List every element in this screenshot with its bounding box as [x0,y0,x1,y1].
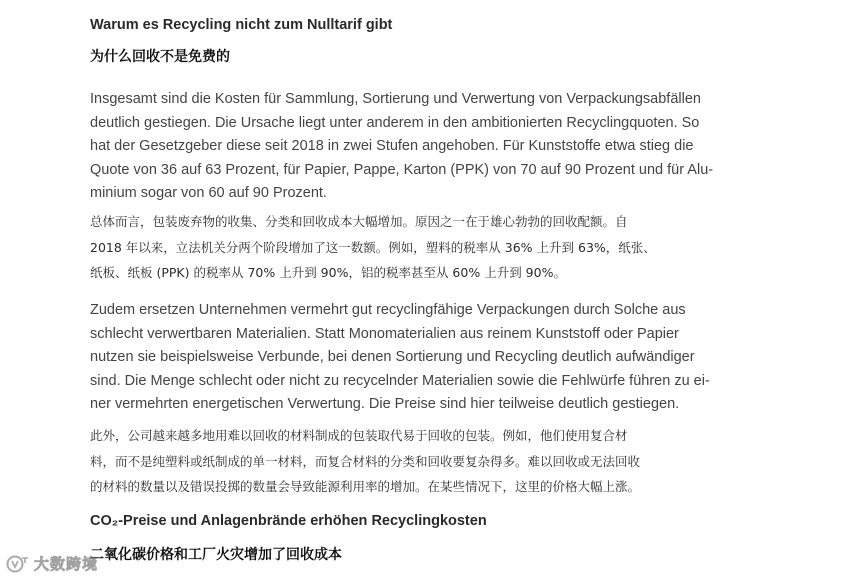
text-line: hat der Gesetzgeber diese seit 2018 in zwei Stufen angehoben. Für Kunststoffe etwa stieg die [90,138,694,154]
paragraph-zh-1 [90,209,755,286]
section-heading-de: Warum es Recycling nicht zum Nulltarif gibt [90,17,393,33]
section-heading-de: CO₂-Preise und Anlagenbrände erhöhen Recyclingkosten [90,513,487,529]
text-line: Zudem ersetzen Unternehmen vermehrt gut recyclingfähige Verpackungen durch Solche aus [90,302,686,318]
text-line: 料，而不是纯塑料或纸制成的单一材料，而复合材料的分类和回收要复杂得多。难以回收或无法回收 [90,453,641,469]
text-line: minium sogar von 60 auf 90 Prozent. [90,185,327,201]
text-line: Insgesamt sind die Kosten für Sammlung, Sortierung und Verwertung von Verpackungsabfällen [90,91,701,107]
text-line: ner vermehrten energetischen Verwertung. Die Preise sind hier teilweise deutlich gestiegen. [90,396,680,412]
dashuju-logo-icon [6,554,30,574]
text-line: deutlich gestiegen. Die Ursache liegt unter anderem in den ambitionierten Recyclingquoten. So [90,114,700,131]
text-line: 纸板、纸板 (PPK) 的税率从 70% 上升到 90%，铝的税率甚至从 60% 上升到 90%。 [90,265,566,280]
text-line: sind. Die Menge schlecht oder nicht zu recycelnder Materialien sowie die Fehlwürfe führen zu ei- [90,372,710,389]
section-heading-zh: 二氧化碳价格和工厂火灾增加了回收成本 [90,547,342,563]
text-line: 总体而言，包装废弃物的收集、分类和回收成本大幅增加。原因之一在于雄心勃勃的回收配额。自 [90,214,628,229]
text-line: Quote von 36 auf 63 Prozent, für Papier, Pappe, Karton (PPK) von 70 auf 90 Prozent und für Alu- [90,161,714,178]
paragraph-de-1 [90,88,755,206]
text-line: 2018 年以来，立法机关分两个阶段增加了这一数额。例如，塑料的税率从 36% 上升到 63%，纸张、 [90,239,656,255]
watermark [6,553,98,574]
paragraph-de-2 [90,299,755,417]
section-heading-zh: 为什么回收不是免费的 [90,49,230,65]
text-line: nutzen sie beispielsweise Verbunde, bei denen Sortierung und Recycling deutlich aufwändiger [90,349,695,365]
paragraph-zh-2 [90,423,755,500]
text-line: 的材料的数量以及错误投掷的数量会导致能源利用率的增加。在某些情况下，这里的价格大幅上涨。 [90,479,641,494]
watermark-text: 大数跨境 [34,555,99,573]
text-line: schlecht verwertbaren Materialien. Statt Monomaterialien aus reinem Kunststoff oder Papier [90,325,679,342]
text-line: 此外，公司越来越多地用难以回收的材料制成的包装取代易于回收的包装。例如，他们使用复合材 [90,428,628,443]
